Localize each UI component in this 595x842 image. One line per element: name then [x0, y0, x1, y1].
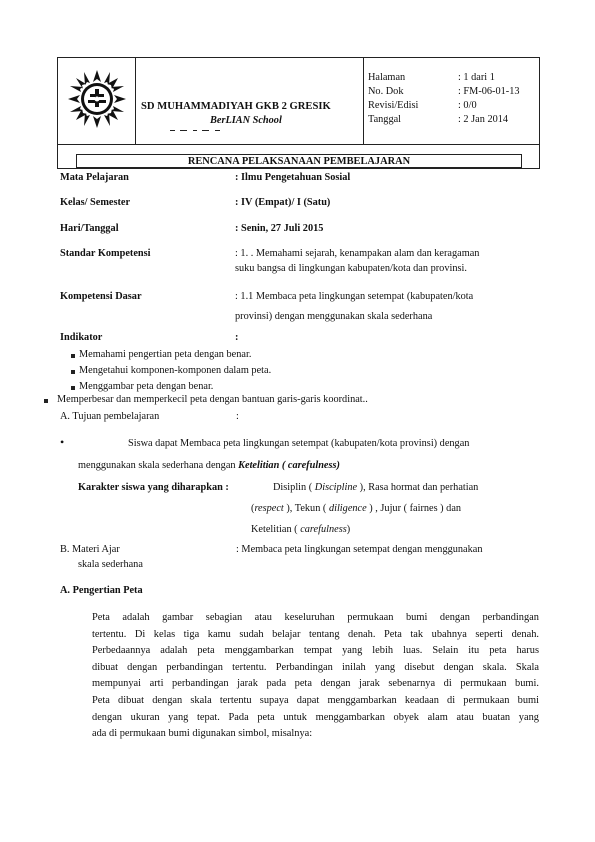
- field-value-kd-2: provinsi) dengan menggunakan skala sederhana: [235, 311, 433, 322]
- karakter-line-1: Disiplin ( Discipline ), Rasa hormat dan perhatian: [273, 482, 479, 493]
- field-label-kelas: Kelas/ Semester: [60, 197, 131, 208]
- karakter-label: Karakter siswa yang diharapkan :: [78, 482, 229, 493]
- doc-title: RENCANA PELAKSANAAN PEMBELAJARAN: [187, 156, 411, 167]
- field-value-sk-1: : 1. . Memahami sejarah, kenampakan alam dan keragaman: [235, 248, 480, 259]
- karakter-line-3: Ketelitian ( carefulness): [251, 524, 351, 535]
- materi-cont: skala sederhana: [78, 559, 143, 570]
- paragraph-line: Peta dibuat dengan skala tertentu supaya dapat menggambarkan keadaan di permukaan bumi: [92, 694, 539, 706]
- header-divider-bottom: [58, 144, 539, 145]
- bullet-dot-icon: •: [60, 435, 65, 449]
- indicator-item: Mengetahui komponen-komponen dalam peta.: [79, 365, 272, 376]
- header-table: [57, 57, 540, 169]
- school-name: SD MUHAMMADIYAH GKB 2 GRESIK: [141, 101, 331, 112]
- field-value-hari: : Senin, 27 Juli 2015: [235, 223, 324, 234]
- meta-label-halaman: Halaman: [368, 72, 406, 83]
- meta-label-revisi: Revisi/Edisi: [368, 100, 419, 111]
- indicator-item: Memperbesar dan memperkecil peta dengan bantuan garis-garis koordinat..: [57, 394, 368, 405]
- field-label-hari: Hari/Tanggal: [60, 223, 119, 234]
- paragraph-line: tertentu. Di kelas tiga kamu sudah belajar tentang denah. Peta tak ubahnya seperti denah.: [92, 628, 539, 640]
- field-value-kd-1: : 1.1 Membaca peta lingkungan setempat (kabupaten/kota: [235, 291, 474, 302]
- indicator-item: Menggambar peta dengan benar.: [79, 381, 214, 392]
- field-value-sk-2: suku bangsa di lingkungan kabupaten/kota dan provinsi.: [235, 263, 467, 274]
- meta-value-tanggal: : 2 Jan 2014: [458, 114, 509, 125]
- tujuan-line-2: menggunakan skala sederhana dengan Ketelitian ( carefulness): [78, 460, 340, 471]
- bullet-square-icon: [71, 386, 75, 390]
- paragraph-line: mempunyai arti perbandingan jarak pada peta dengan jarak sebenarnya di permukaan bumi.: [92, 678, 539, 690]
- tujuan-label: A. Tujuan pembelajaran: [60, 411, 160, 422]
- paragraph-line: Perbedaannya adalah peta menggambarkan tempat yang lebih luas. Selain itu peta harus: [92, 645, 539, 657]
- bullet-square-icon: [71, 370, 75, 374]
- field-value-mapel: : Ilmu Pengetahuan Sosial: [235, 172, 351, 183]
- field-colon-indikator: :: [235, 332, 239, 343]
- paragraph-line: ada di permukaan bumi digunakan simbol, misalnya:: [92, 728, 313, 740]
- materi-label: B. Materi Ajar: [60, 544, 120, 555]
- meta-value-revisi: : 0/0: [458, 100, 477, 111]
- meta-value-nodok: : FM-06-01-13: [458, 86, 520, 97]
- field-label-mapel: Mata Pelajaran: [60, 172, 129, 183]
- meta-label-nodok: No. Dok: [368, 86, 404, 97]
- section-paragraph: [92, 610, 539, 743]
- meta-value-halaman: : 1 dari 1: [458, 72, 495, 83]
- indicator-item: Memahami pengertian peta dengan benar.: [79, 349, 252, 360]
- bullet-square-icon: [44, 399, 48, 403]
- field-value-kelas: : IV (Empat)/ I (Satu): [235, 197, 331, 208]
- muhammadiyah-logo-icon: [66, 68, 128, 130]
- karakter-line-2: (respect ), Tekun ( diligence ) , Jujur ( fairnes ) dan: [251, 503, 462, 514]
- bullet-square-icon: [71, 354, 75, 358]
- paragraph-line: dibuat dengan perbandingan tertentu. Perbandingan inilah yang disebut dengan skala. Skala: [92, 661, 539, 673]
- section-heading: A. Pengertian Peta: [60, 585, 143, 596]
- doc-title-box: [76, 154, 522, 168]
- tujuan-line-1: Siswa dapat Membaca peta lingkungan setempat (kabupaten/kota provinsi) dengan: [128, 438, 470, 449]
- field-label-kd: Kompetensi Dasar: [60, 291, 142, 302]
- field-label-indikator: Indikator: [60, 332, 103, 343]
- header-divider-right: [363, 58, 364, 144]
- materi-value: : Membaca peta lingkungan setempat dengan menggunakan: [236, 544, 483, 555]
- decorative-dashes: [170, 130, 250, 132]
- tujuan-colon: :: [236, 411, 239, 422]
- meta-label-tanggal: Tanggal: [368, 114, 402, 125]
- field-label-sk: Standar Kompetensi: [60, 248, 151, 259]
- header-divider-left: [135, 58, 136, 144]
- paragraph-line: dengan ukuran yang tepat. Pada peta untuk menggambarkan obyek alam atau buatan yang: [92, 711, 539, 723]
- school-subtitle: BerLIAN School: [210, 115, 282, 126]
- paragraph-line: Peta adalah gambar sebagian atau keseluruhan permukaan bumi dengan perbandingan: [92, 612, 539, 623]
